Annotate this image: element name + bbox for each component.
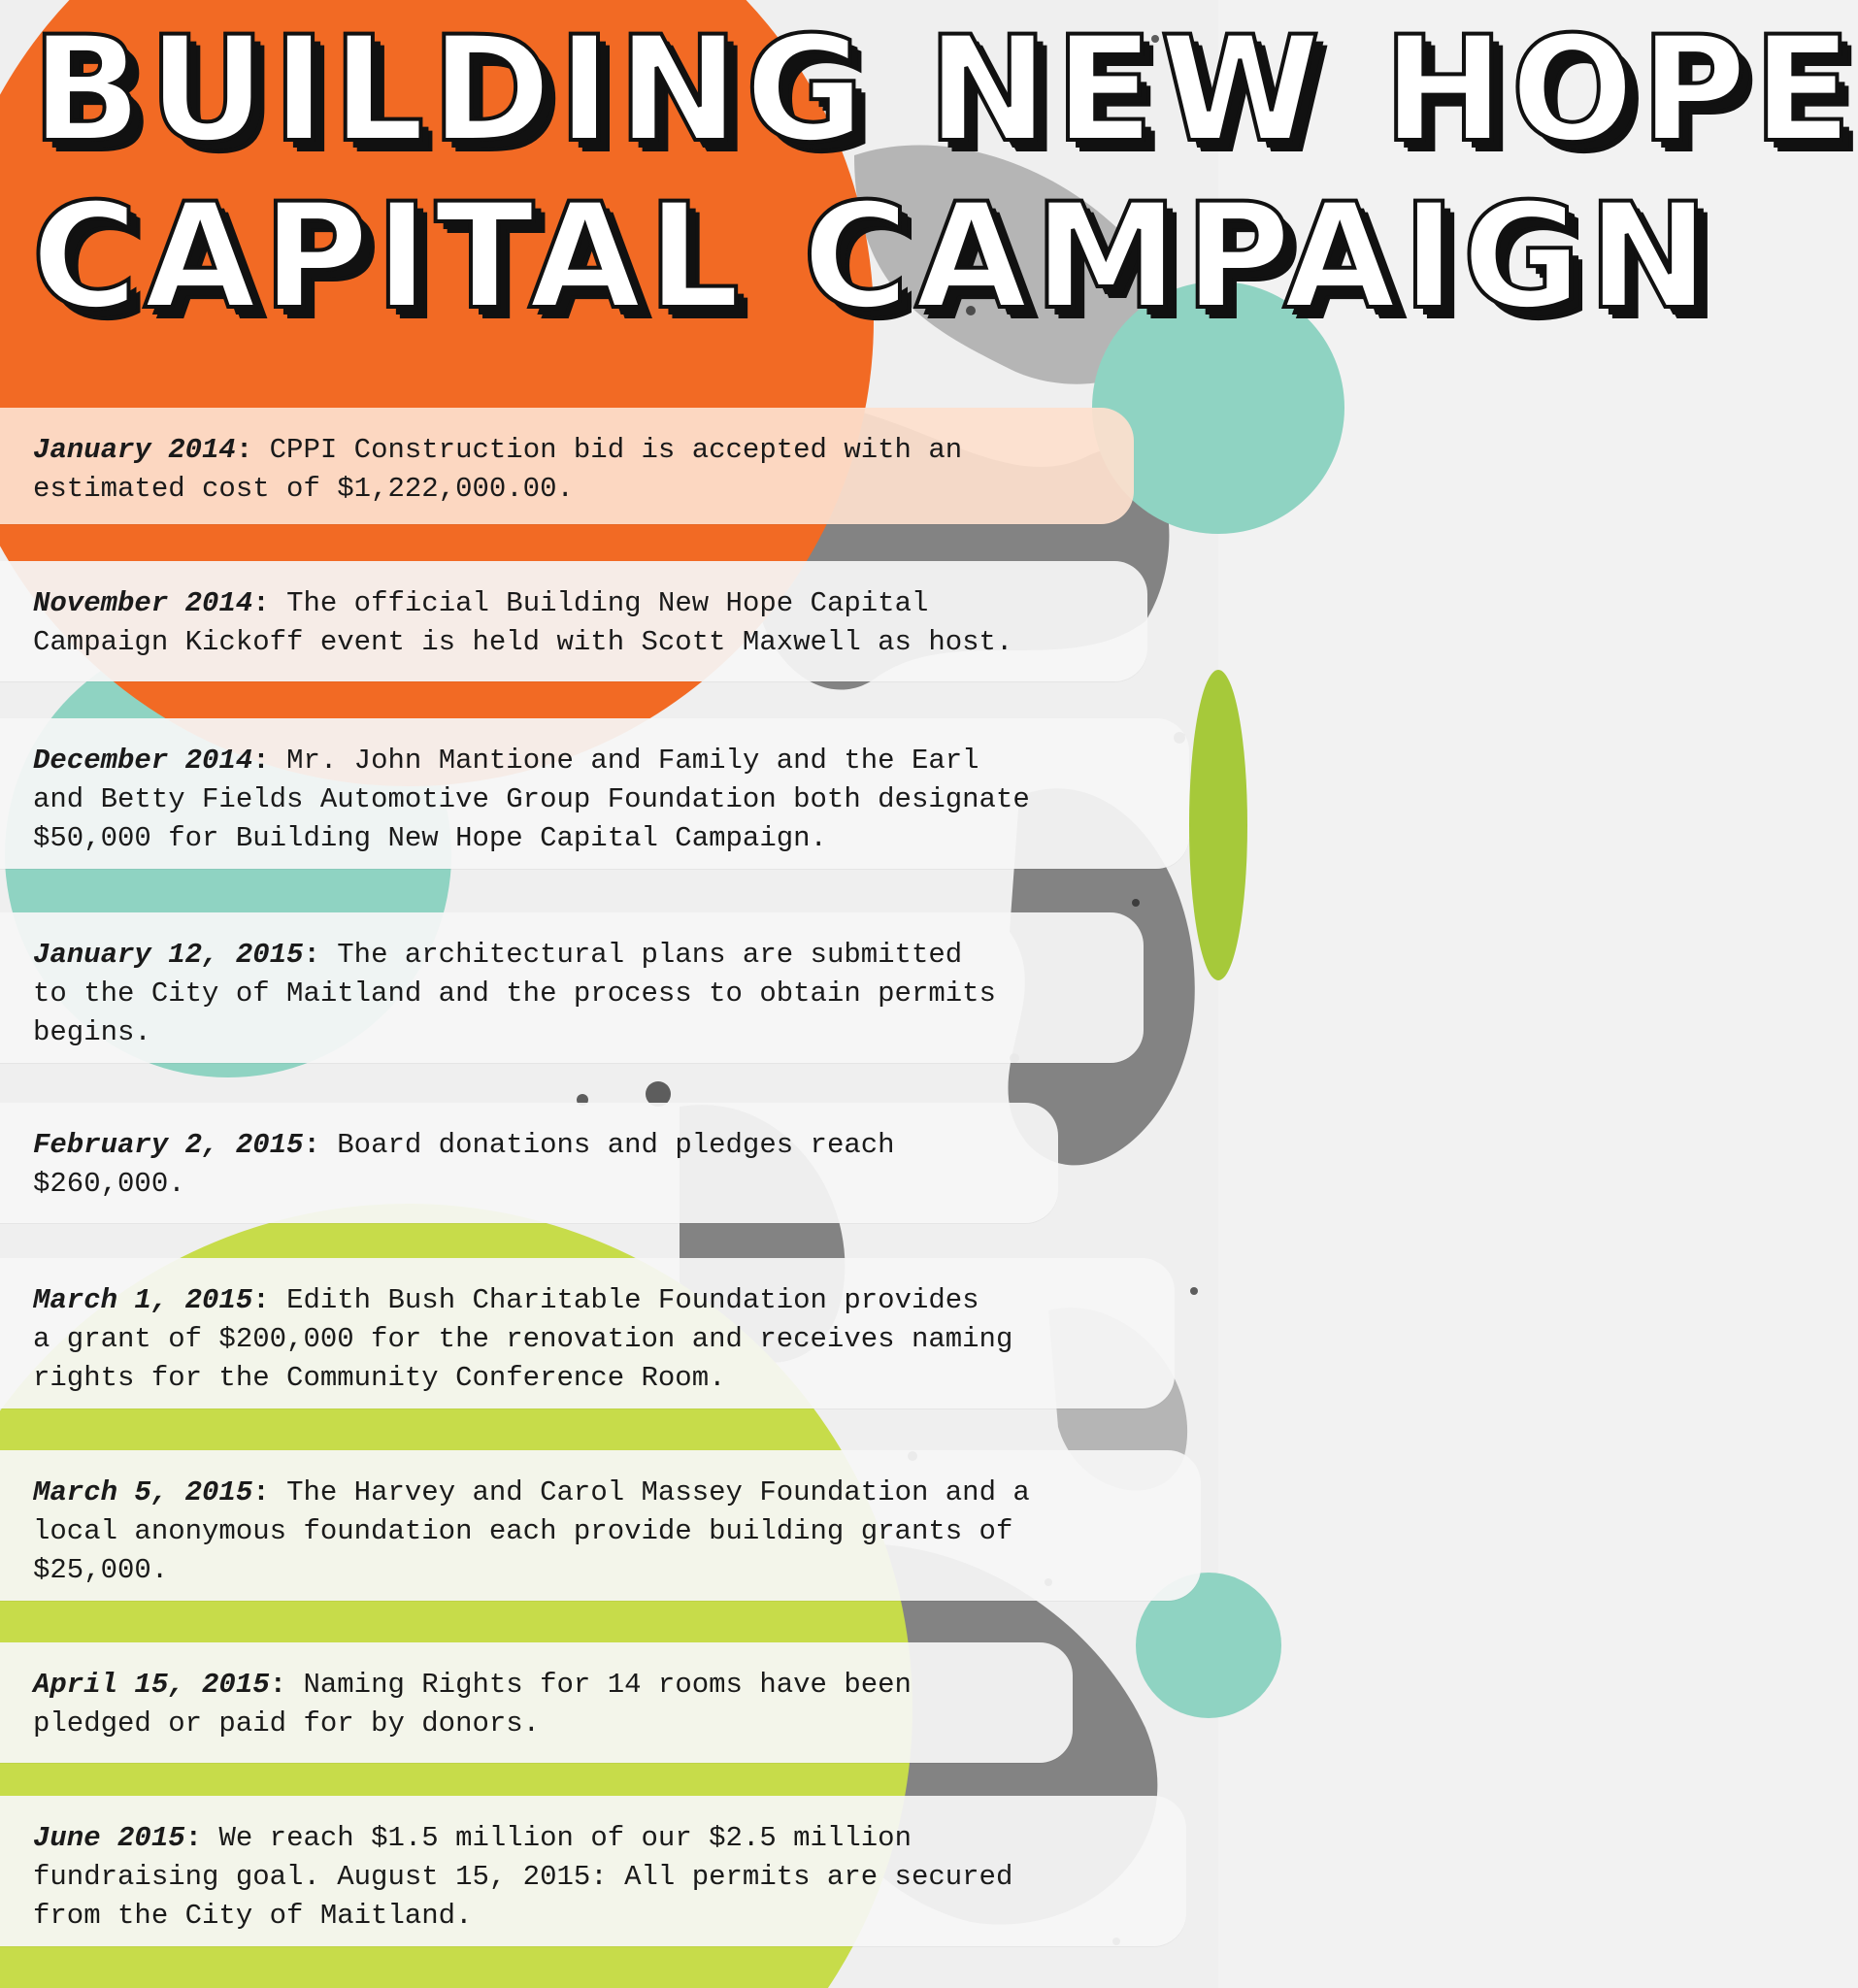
entry-date: March 5, 2015 bbox=[33, 1476, 253, 1508]
timeline-entry bbox=[0, 912, 1144, 1063]
entry-separator: : bbox=[235, 434, 270, 466]
entry-separator: : bbox=[252, 745, 287, 777]
entry-date: December 2014 bbox=[33, 745, 253, 777]
entry-text: Mr. John Mantione and Family and the Earl and Betty Fields Automotive Group Foundation both designate $50,000 for Building New Hope Capital Campaign. bbox=[33, 745, 1030, 854]
entry-separator: : bbox=[252, 1476, 287, 1508]
timeline-entry bbox=[0, 1450, 1201, 1601]
entry-date: April 15, 2015 bbox=[33, 1669, 270, 1701]
entry-date: June 2015 bbox=[33, 1822, 185, 1854]
entry-date: January 12, 2015 bbox=[33, 939, 304, 971]
entry-date: March 1, 2015 bbox=[33, 1284, 253, 1316]
entry-text: We reach $1.5 million of our $2.5 million fundraising goal. August 15, 2015: All permits are secured from the City of Maitland. bbox=[33, 1822, 1013, 1932]
entry-text: Edith Bush Charitable Foundation provides a grant of $200,000 for the renovation and receives naming rights for the Community Conference Room. bbox=[33, 1284, 1013, 1394]
timeline-entry bbox=[0, 718, 1189, 869]
timeline-entry bbox=[0, 408, 1134, 524]
entry-separator: : bbox=[269, 1669, 304, 1701]
entry-separator: : bbox=[303, 939, 338, 971]
entry-separator: : bbox=[303, 1129, 338, 1161]
entry-text: The official Building New Hope Capital Campaign Kickoff event is held with Scott Maxwell as host. bbox=[33, 587, 1013, 658]
campaign-title-line-1: BUILDING NEW HOPE bbox=[31, 6, 1858, 175]
timeline-entry bbox=[0, 561, 1147, 681]
entry-separator: : bbox=[252, 587, 287, 619]
timeline-entry bbox=[0, 1796, 1186, 1946]
entry-separator: : bbox=[252, 1284, 287, 1316]
entry-text: Naming Rights for 14 rooms have been pledged or paid for by donors. bbox=[33, 1669, 912, 1740]
timeline-entry bbox=[0, 1258, 1175, 1408]
entry-text: The Harvey and Carol Massey Foundation and a local anonymous foundation each provide building grants of $25,000. bbox=[33, 1476, 1030, 1586]
entry-date: February 2, 2015 bbox=[33, 1129, 304, 1161]
entry-date: January 2014 bbox=[33, 434, 236, 466]
entry-text: CPPI Construction bid is accepted with an estimated cost of $1,222,000.00. bbox=[33, 434, 963, 505]
entry-text: Board donations and pledges reach $260,000. bbox=[33, 1129, 895, 1200]
timeline-entry bbox=[0, 1642, 1073, 1763]
timeline-entry bbox=[0, 1103, 1058, 1223]
entry-date: November 2014 bbox=[33, 587, 253, 619]
campaign-title-line-2: CAPITAL CAMPAIGN bbox=[31, 173, 1715, 342]
entry-text: The architectural plans are submitted to the City of Maitland and the process to obtain permits begins. bbox=[33, 939, 996, 1048]
entry-separator: : bbox=[184, 1822, 219, 1854]
